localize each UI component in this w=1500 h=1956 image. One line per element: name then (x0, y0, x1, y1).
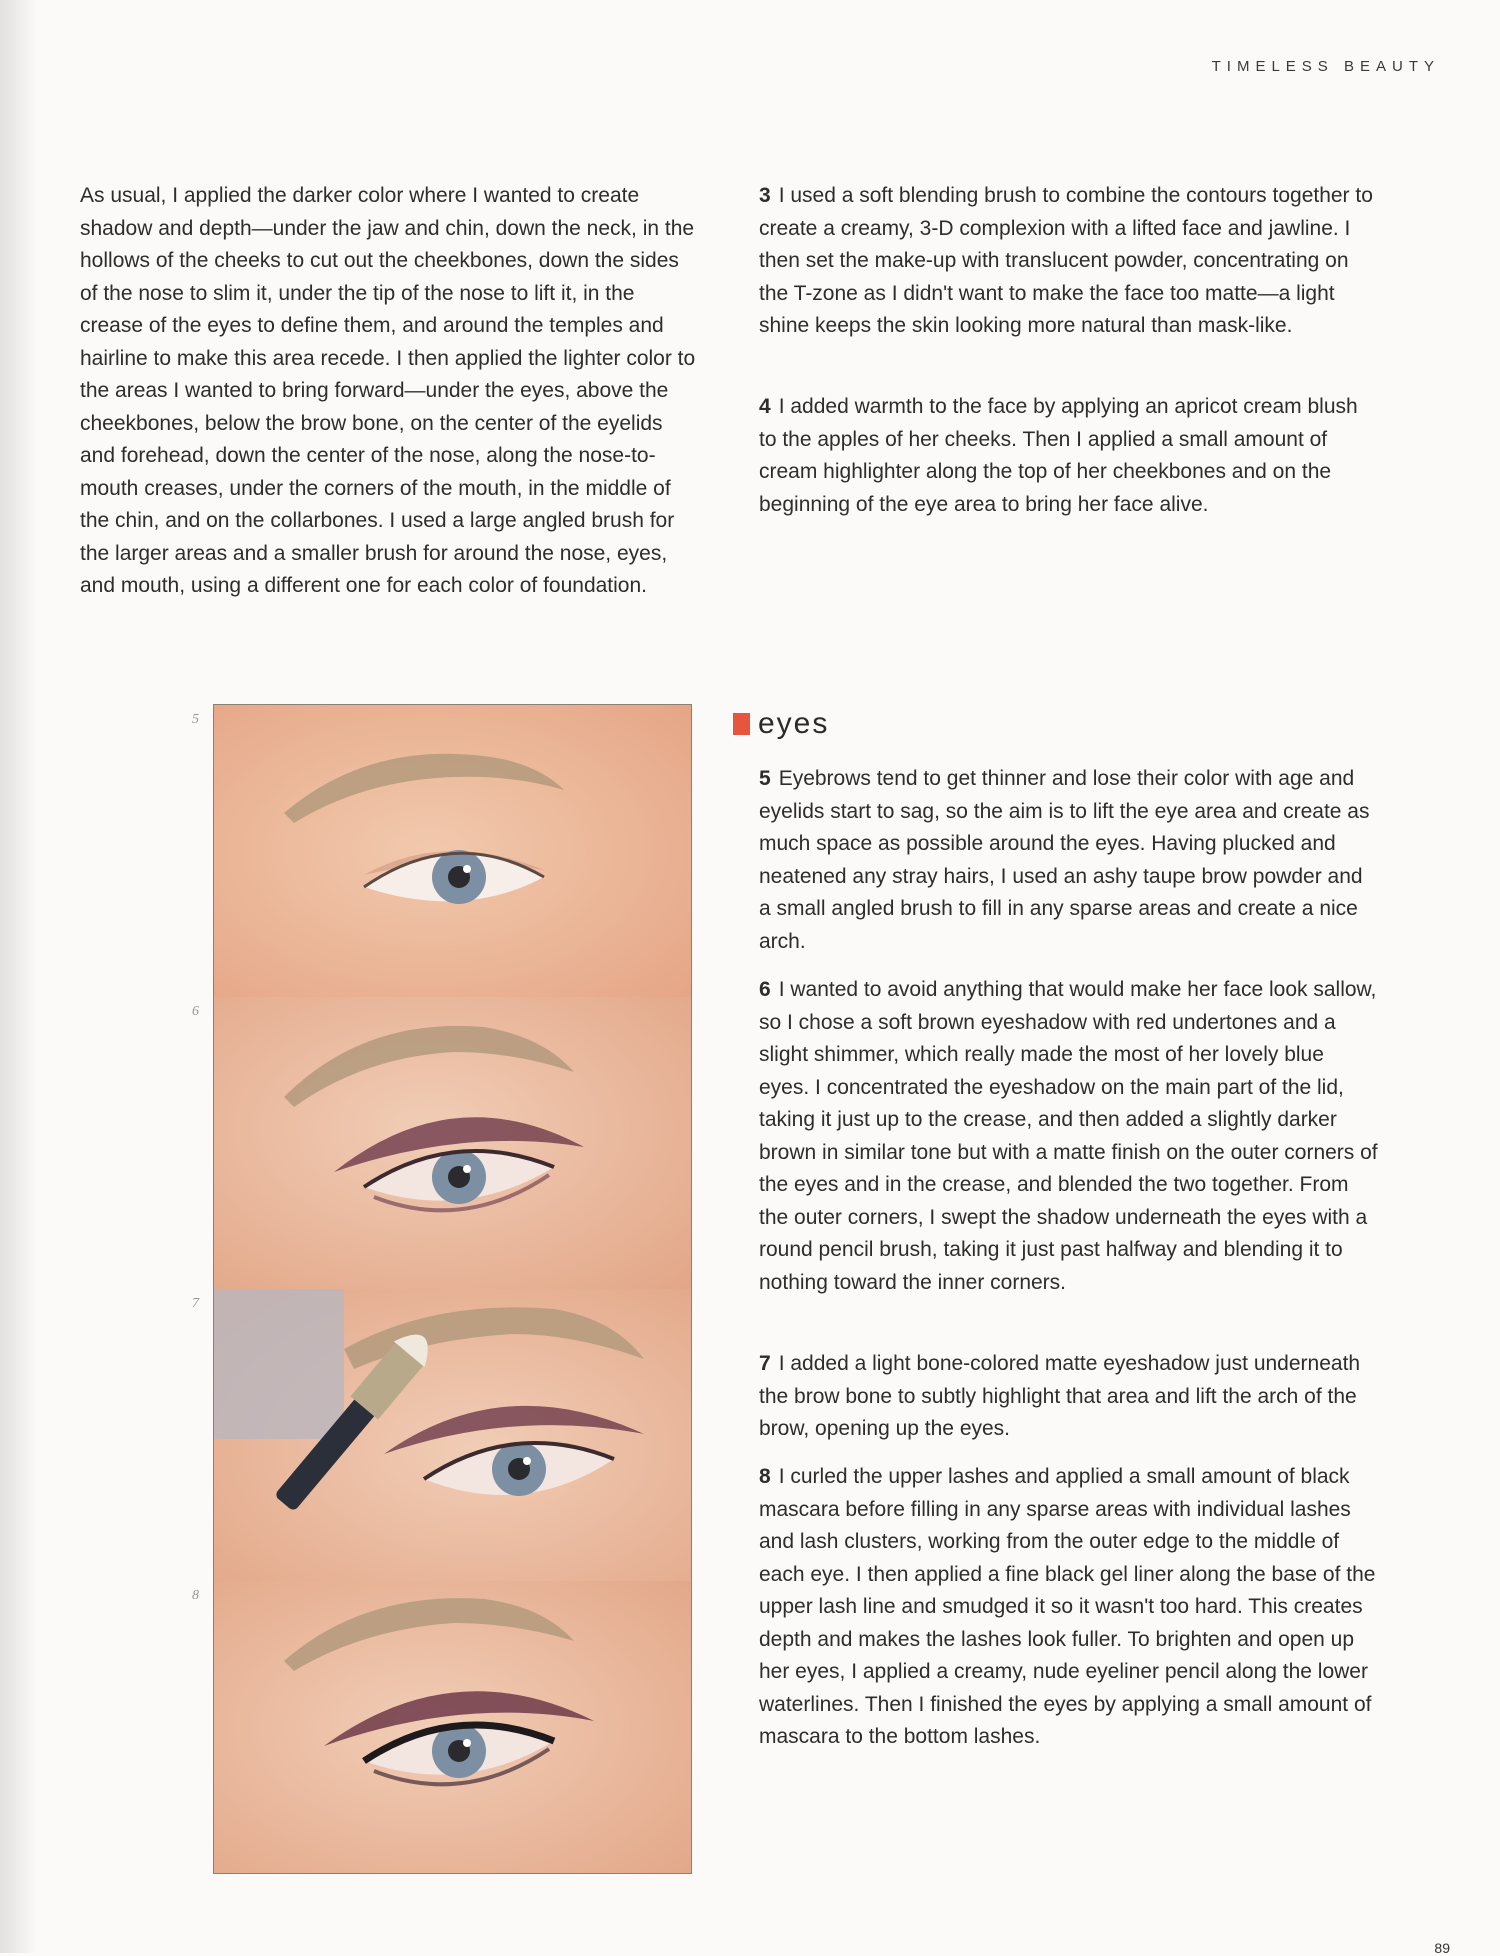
photo-label-5: 5 (192, 712, 199, 727)
running-head: TIMELESS BEAUTY (1211, 58, 1440, 75)
section-heading (733, 707, 829, 741)
step-number: 3 (759, 184, 771, 207)
intro-paragraph: As usual, I applied the darker color where I wanted to create shadow and depth—under the jaw and chin, down the neck, in the hollows of the cheeks to cut out the cheekbones, down the sides of the nose to slim it, under the tip of the nose to lift it, in the crease of the eyes to define them, and around the temples and hairline to make this area recede. I then applied the lighter color to the areas I wanted to bring forward—under the eyes, above the cheekbones, below the brow bone, on the center of the eyelids and forehead, down the center of the nose, along the nose-to-mouth creases, under the corners of the mouth, in the middle of the chin, and on the collarbones. I used a large angled brush for the larger areas and a smaller brush for around the nose, eyes, and mouth, using a different one for each color of foundation. (80, 184, 696, 597)
step-text: Eyebrows tend to get thinner and lose their color with age and eyelids start to sag, so the aim is to lift the eye area and create as much space as possible around the eyes. Having plucked and neatened any stray hairs, I used an ashy taupe brow powder and a small angled brush to fill in any sparse areas and create a nice arch. (759, 767, 1370, 953)
step-number: 8 (759, 1465, 771, 1488)
step-text: I curled the upper lashes and applied a small amount of black mascara before filling in any sparse areas with individual lashes and lash clusters, working from the outer edge to the middle of each eye. I then applied a fine black gel liner along the base of the upper lash line and smudged it so it wasn't too hard. This creates depth and makes the lashes look fuller. To brighten and open up her eyes, I applied a creamy, nude eyeliner pencil along the lower waterlines. Then I finished the eyes by applying a small amount of mascara to the bottom lashes. (759, 1465, 1376, 1748)
eye-photo-step-7 (214, 1289, 691, 1581)
step-number: 4 (759, 395, 771, 418)
step-number: 7 (759, 1352, 771, 1375)
page-number: 89 (1434, 1940, 1450, 1956)
eye-photo-step-6 (214, 997, 691, 1289)
step-text: I added warmth to the face by applying an apricot cream blush to the apples of her cheeks. Then I applied a small amount of cream highlighter along the top of her cheekbones and on the beginning of the eye area to bring her face alive. (759, 395, 1358, 516)
step-8-paragraph (759, 1461, 1379, 1754)
step-number: 6 (759, 978, 771, 1001)
step-7-paragraph (759, 1348, 1379, 1446)
photo-label-7: 7 (192, 1296, 199, 1311)
step-6-paragraph (759, 974, 1379, 1299)
eye-photo-step-5 (214, 705, 691, 997)
photo-label-8: 8 (192, 1588, 199, 1603)
step-text: I added a light bone-colored matte eyeshadow just underneath the brow bone to subtly highlight that area and lift the arch of the brow, opening up the eyes. (759, 1352, 1361, 1440)
step-5-paragraph (759, 763, 1379, 958)
gutter-shadow (0, 0, 38, 1953)
eye-photo-step-8 (214, 1581, 691, 1873)
step-3-paragraph (759, 180, 1379, 343)
section-marker-icon (733, 713, 750, 735)
eye-photo-strip (213, 704, 692, 1874)
step-text: I used a soft blending brush to combine the contours together to create a creamy, 3-D complexion with a lifted face and jawline. I then set the make-up with translucent powder, concentrating on the T-zone as I didn't want to make the face too matte—a light shine keeps the skin looking more natural than mask-like. (759, 184, 1373, 337)
step-number: 5 (759, 767, 771, 790)
photo-label-6: 6 (192, 1004, 199, 1019)
step-text: I wanted to avoid anything that would make her face look sallow, so I chose a soft brown eyeshadow with red undertones and a slight shimmer, which really made the most of her lovely blue eyes. I concentrated the eyeshadow on the main part of the lid, taking it just up to the crease, and then added a slightly darker brown in similar tone but with a matte finish on the outer corners of the eyes and in the crease, and blended the two together. From the outer corners, I swept the shadow underneath the eyes with a round pencil brush, taking it just past halfway and blending it to nothing toward the inner corners. (759, 978, 1378, 1294)
section-title: eyes (758, 707, 830, 740)
step-4-paragraph (759, 391, 1379, 521)
